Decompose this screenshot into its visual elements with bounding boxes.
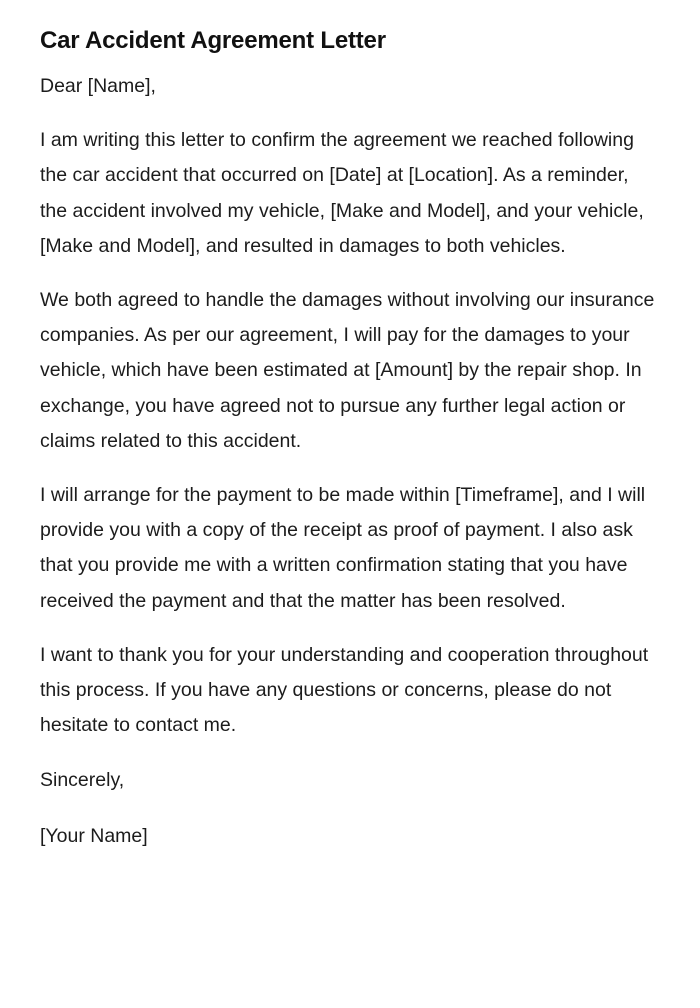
letter-signature: [Your Name] [40,824,148,847]
letter-paragraph-3: I will arrange for the payment to be made within [Timeframe], and I will provide you with a copy of the receipt as proof of payment. I also ask that you provide me with a written confirmation stating that you have received the payment and that the matter has been resolved. [40,484,646,612]
letter-title: Car Accident Agreement Letter [40,27,386,54]
letter-paragraph-2: We both agreed to handle the damages without involving our insurance companies. As per our agreement, I will pay for the damages to your vehicle, which have been estimated at [Amount] by the repair shop. In exchange, you have agreed not to pursue any further legal action or claims related to this accident. [40,289,655,452]
letter-paragraph-1: I am writing this letter to confirm the agreement we reached following the car accident that occurred on [Date] at [Location]. As a reminder, the accident involved my vehicle, [Make and Model], and your vehicle, [Make and Model], and resulted in damages to both vehicles. [40,129,644,257]
letter-closing: Sincerely, [40,769,125,792]
letter-document [40,24,660,854]
letter-salutation: Dear [Name], [40,75,156,97]
letter-paragraph-4: I want to thank you for your understanding and cooperation throughout this process. If you have any questions or concerns, please do not hesitate to contact me. [40,643,649,737]
